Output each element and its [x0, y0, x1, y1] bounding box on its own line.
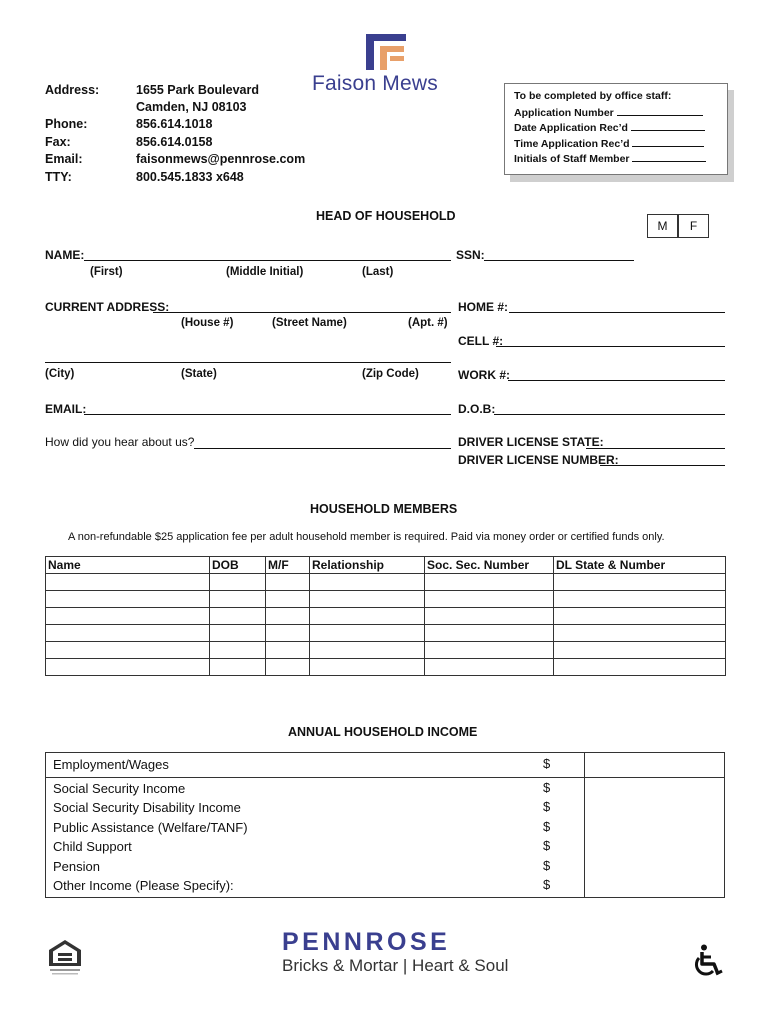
city-caption: (City) [45, 368, 75, 380]
column-header-relationship: Relationship [310, 557, 425, 574]
annual-income-title: ANNUAL HOUSEHOLD INCOME [288, 725, 478, 739]
address-line2: Camden, NJ 08103 [136, 100, 247, 114]
wheelchair-icon [694, 944, 726, 978]
female-checkbox[interactable]: F [678, 214, 709, 238]
income-row-divider [46, 777, 724, 778]
income-label-other: Other Income (Please Specify): [53, 878, 234, 893]
fax-value: 856.614.0158 [136, 135, 213, 149]
apt-number-caption: (Apt. #) [408, 317, 448, 329]
house-number-caption: (House #) [181, 317, 234, 329]
hear-about-us-label: How did you hear about us? [45, 435, 195, 449]
dl-number-input[interactable] [600, 465, 725, 466]
application-number-row: Application Number [514, 105, 727, 121]
pennrose-brand: PENNROSE [282, 928, 451, 956]
income-label-public-assistance: Public Assistance (Welfare/TANF) [53, 820, 248, 835]
hear-about-us-input[interactable] [194, 448, 451, 449]
address-line1: 1655 Park Boulevard [136, 83, 259, 97]
dl-state-label: DRIVER LICENSE STATE: [458, 435, 604, 449]
staff-box-title: To be completed by office staff: [514, 90, 672, 102]
table-row [46, 659, 726, 676]
state-caption: (State) [181, 368, 217, 380]
ssn-input[interactable] [484, 260, 634, 261]
home-phone-input[interactable] [509, 312, 725, 313]
middle-initial-caption: (Middle Initial) [226, 266, 304, 278]
city-state-zip-input[interactable] [45, 362, 451, 363]
income-amount-public-assistance[interactable]: $ [543, 819, 551, 834]
cell-phone-label: CELL #: [458, 334, 504, 348]
income-label-pension: Pension [53, 859, 100, 874]
dob-input[interactable] [494, 414, 725, 415]
current-address-input[interactable] [153, 312, 451, 313]
column-header-mf: M/F [266, 557, 310, 574]
income-table [45, 752, 725, 898]
staff-initials-row: Initials of Staff Member [514, 151, 727, 167]
phone-value: 856.614.1018 [136, 117, 213, 131]
income-amount-employment[interactable]: $ [543, 756, 551, 771]
tty-value: 800.545.1833 x648 [136, 170, 244, 184]
table-row [46, 625, 726, 642]
table-row [46, 591, 726, 608]
application-fee-note: A non-refundable $25 application fee per adult household member is required. Paid via money order or certified funds only. [68, 531, 665, 543]
income-label-child-support: Child Support [53, 839, 132, 854]
street-name-caption: (Street Name) [272, 317, 347, 329]
income-label-employment: Employment/Wages [53, 757, 169, 772]
phone-label: Phone: [45, 117, 88, 131]
income-amount-ss-disability[interactable]: $ [543, 799, 551, 814]
income-amount-child-support[interactable]: $ [543, 838, 551, 853]
column-header-dl: DL State & Number [554, 557, 726, 574]
address-label: Address: [45, 83, 100, 97]
first-name-caption: (First) [90, 266, 123, 278]
column-header-ssn: Soc. Sec. Number [425, 557, 554, 574]
date-received-row: Date Application Rec’d [514, 120, 727, 136]
current-address-label: CURRENT ADDRESS: [45, 300, 170, 314]
household-members-title: HOUSEHOLD MEMBERS [310, 502, 458, 516]
household-members-table [45, 556, 726, 676]
column-header-name: Name [46, 557, 210, 574]
email-field-label: EMAIL: [45, 402, 87, 416]
name-input[interactable] [84, 260, 451, 261]
table-header-row [46, 557, 726, 574]
tty-label: TTY: [45, 170, 72, 184]
income-amount-other[interactable]: $ [543, 877, 551, 892]
office-staff-box [504, 83, 728, 175]
home-phone-label: HOME #: [458, 300, 509, 314]
name-label: NAME: [45, 248, 85, 262]
head-of-household-title: HEAD OF HOUSEHOLD [316, 209, 456, 223]
income-label-ss-disability: Social Security Disability Income [53, 800, 241, 815]
cell-phone-input[interactable] [496, 346, 725, 347]
income-amount-pension[interactable]: $ [543, 858, 551, 873]
column-header-dob: DOB [210, 557, 266, 574]
dl-number-label: DRIVER LICENSE NUMBER: [458, 453, 619, 467]
male-checkbox[interactable]: M [647, 214, 678, 238]
pennrose-tagline: Bricks & Mortar | Heart & Soul [282, 956, 509, 975]
last-name-caption: (Last) [362, 266, 394, 278]
email-label: Email: [45, 152, 83, 166]
dob-label: D.O.B: [458, 402, 496, 416]
table-row [46, 574, 726, 591]
faison-mews-logo-icon [366, 34, 406, 70]
email-value: faisonmews@pennrose.com [136, 152, 306, 166]
table-row [46, 608, 726, 625]
time-received-row: Time Application Rec’d [514, 136, 727, 152]
income-amount-social-security[interactable]: $ [543, 780, 551, 795]
dl-state-input[interactable] [586, 448, 725, 449]
work-phone-input[interactable] [508, 380, 725, 381]
income-column-divider [584, 753, 585, 897]
income-label-social-security: Social Security Income [53, 781, 186, 796]
ssn-label: SSN: [456, 248, 485, 262]
table-row [46, 642, 726, 659]
fax-label: Fax: [45, 135, 71, 149]
work-phone-label: WORK #: [458, 368, 510, 382]
zip-code-caption: (Zip Code) [362, 368, 419, 380]
logo-text: Faison Mews [312, 72, 438, 95]
equal-housing-icon [46, 938, 84, 976]
email-input[interactable] [84, 414, 451, 415]
